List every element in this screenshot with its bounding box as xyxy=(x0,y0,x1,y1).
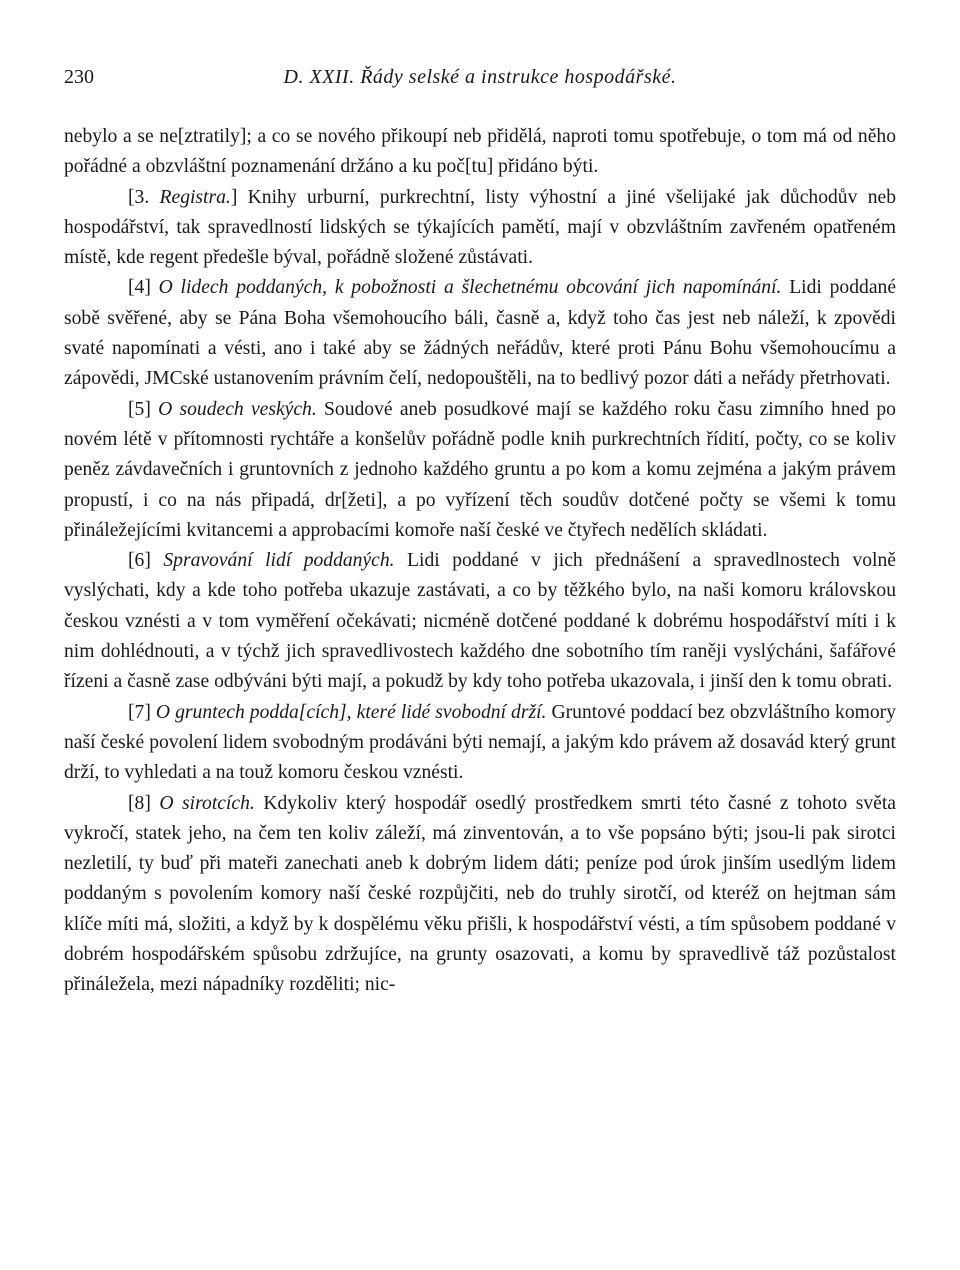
paragraph-number: [6] xyxy=(128,550,164,572)
paragraph-spravovani xyxy=(64,546,896,697)
paragraph-body: Lidi poddané sobě svěřené, aby se Pána Boha všemohoucího báli, časně a, když toho čas jest neb náleží, k zpovědi svaté napomínati a vésti, ano i také aby se žádných neřádův, které proti Pánu Bohu všemohoucímu a zápovědi, JMCské ustanovením právním čelí, nedopouštěli, na to bedlivý pozor dáti a neřády přetrhovati. xyxy=(64,277,897,390)
paragraph-number: [7] xyxy=(128,701,156,723)
paragraph-body: ] Knihy urburní, purkrechtní, listy výhostní a jiné všelijaké jak důchodův neb hospodářství, tak spravedlností lidských se týkajících pamětí, mají v obzvláštním zavřeném opatřeném místě, kde regent předešle býval, pořádně složené zůstávati. xyxy=(64,186,896,269)
paragraph-number: [4] xyxy=(128,277,159,299)
paragraph-heading: Spravování lidí poddaných. xyxy=(163,550,395,572)
paragraph-continuation xyxy=(64,122,896,183)
paragraph-body: Soudové aneb posudkové mají se každého roku času zimního hned po novém létě v přítomnosti rychtáře a konšelův pořádně podle knih purkrechtních řídití, počty, co se koliv peněz závdavečních i gruntovních z jednoho každého gruntu a po kom a komu zejména a jakým právem propustí, i co na nás připadá, dr[žeti], a po vyřízení těch soudův dotčené počty se všemi k tomu přináležejícími kvitancemi a approbacími komoře naší české ve čtyřech nedělích skládati. xyxy=(64,398,896,541)
paragraph-heading: O soudech veských. xyxy=(158,398,317,420)
paragraph-number: [8] xyxy=(128,792,160,814)
paragraph-number: [5] xyxy=(128,398,159,420)
paragraph-body: Lidi poddané v jich přednášení a spravedlnostech volně vyslýchati, kdy a kde toho potřeba ukazuje zastávati, a co by těžkého bylo, na naši komoru královskou českou vznésti a v tom vyměření očekávati; nicméně dotčené poddané k dobrému hospodářství míti i k nim dohlédnouti, a v týchž jich spravedlivostech každého dne sobotního tím raněji vyslýcháni, šafářové řízeni a časně zase odbýváni býti mají, a pokudž by kdy toho potřeba ukazovala, i jinší den k tomu obrati. xyxy=(64,550,896,693)
paragraph-body: nebylo a se ne[ztratily]; a co se nového přikoupí neb přidělá, naproti tomu spotřebuje, o tom má od něho pořádné a obzvláštní poznamenání držáno a ku poč[tu] přidáno býti. xyxy=(64,126,896,178)
paragraph-soudech-veskych xyxy=(64,395,896,546)
body-text xyxy=(64,122,896,1001)
paragraph-lidech-poddanych xyxy=(64,273,896,394)
paragraph-body: Kdykoliv který hospodář osedlý prostředkem smrti této časné z tohoto světa vykročí, statek jeho, na čem ten koliv záleží, má zinventován, a to vše popsáno býti; jsou-li pak sirotci nezletilí, ty buď při mateři zanechati aneb k dobrým lidem dáti; peníze pod úrok jinším usedlým lidem poddaným s povolením komory naší české rozpůjčiti, neb do truhly sirotčí, od kteréž on hejtman sám klíče míti má, složiti, a když by k dospělému věku přišli, k hospodářství vésti, a tím spůsobem poddané v dobrém hospodářském spůsobu zdržujíce, na grunty osazovati, a komu by spravedlivě táž pozůstalost přináležela, mezi nápadníky rozděliti; nic- xyxy=(64,792,896,996)
paragraph-heading: O lidech poddaných, k pobožnosti a šlechetnému obcování jich napomínání. xyxy=(158,277,782,299)
paragraph-heading: Registra. xyxy=(159,186,231,208)
paragraph-body: Gruntové poddací bez obzvláštního komory naší české povolení lidem svobodným prodáváni býti nemají, a jakým kdo právem až dosavád který grunt drží, to vyhledati a na touž komoru českou vznésti. xyxy=(64,701,897,784)
paragraph-number: [3. xyxy=(128,186,160,208)
paragraph-heading: O gruntech podda[cích], které lidé svobodní drží. xyxy=(155,701,547,723)
page-header xyxy=(64,66,896,100)
page-number: 230 xyxy=(64,66,94,88)
running-title: D. XXII. Řády selské a instrukce hospodářské. xyxy=(283,66,677,88)
paragraph-registra xyxy=(64,183,896,274)
page xyxy=(64,66,896,1001)
paragraph-sirotcich xyxy=(64,789,896,1001)
paragraph-heading: O sirotcích. xyxy=(159,792,255,814)
paragraph-gruntech xyxy=(64,698,896,789)
